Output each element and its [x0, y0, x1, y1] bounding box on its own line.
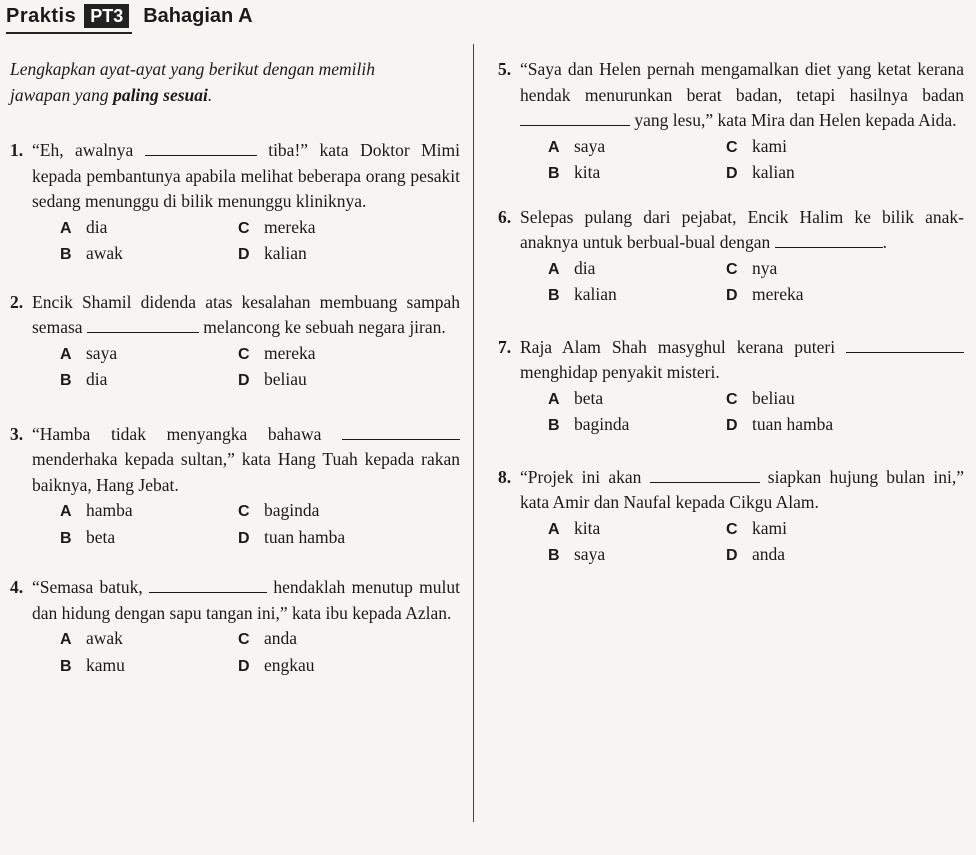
right-column	[498, 57, 964, 569]
option-d[interactable]	[726, 412, 964, 439]
stem-text-after: menderhaka kepada sultan,” kata Hang Tuah kepada rakan baiknya, Hang Jebat.	[32, 449, 460, 495]
instructions-line-2: jawapan yang paling sesuai.	[10, 84, 213, 105]
left-column	[10, 57, 460, 679]
question-number: 1.	[10, 140, 24, 160]
option-b[interactable]	[60, 241, 238, 268]
option-b[interactable]	[548, 160, 726, 187]
option-letter: B	[60, 529, 72, 547]
option-text: beliau	[752, 387, 795, 408]
answer-blank[interactable]	[846, 335, 964, 353]
answer-options	[498, 134, 964, 187]
option-c[interactable]	[238, 341, 460, 368]
option-b[interactable]	[548, 412, 726, 439]
answer-blank[interactable]	[87, 315, 199, 333]
option-text: mereka	[264, 342, 316, 363]
answer-options	[498, 516, 964, 569]
option-c[interactable]	[238, 626, 460, 653]
option-text: anda	[264, 628, 298, 648]
question-stem	[498, 205, 964, 256]
option-letter: C	[726, 138, 738, 156]
option-letter: C	[238, 503, 250, 520]
answer-options	[498, 386, 964, 439]
answer-options	[10, 215, 460, 268]
option-c[interactable]	[238, 215, 460, 242]
option-letter: A	[60, 631, 72, 648]
question-number: 3.	[10, 423, 24, 444]
question-stem	[10, 575, 460, 626]
option-text: kami	[752, 517, 787, 538]
answer-blank[interactable]	[775, 230, 883, 248]
praktis-label: Praktis	[6, 4, 77, 27]
option-text: hamba	[86, 500, 133, 520]
option-letter: D	[238, 246, 250, 263]
option-text: beta	[86, 526, 116, 547]
option-text: kami	[752, 135, 787, 156]
option-a[interactable]	[548, 256, 726, 283]
option-letter: D	[238, 372, 250, 389]
option-c[interactable]	[238, 498, 460, 525]
section-title: Bahagian A	[143, 4, 253, 27]
option-letter: A	[548, 520, 560, 538]
option-text: dia	[574, 257, 596, 278]
option-text: kalian	[752, 162, 795, 182]
stem-text-before: Selepas pulang dari pejabat, Encik Halim ke bilik anak-anaknya untuk berbual-bual dengan	[520, 206, 964, 252]
answer-options	[10, 626, 460, 679]
option-d[interactable]	[726, 160, 964, 187]
option-letter: D	[726, 547, 738, 564]
option-b[interactable]	[548, 282, 726, 309]
option-letter: A	[548, 260, 560, 278]
answer-blank[interactable]	[650, 465, 760, 483]
option-text: kita	[574, 162, 601, 182]
column-divider	[473, 44, 474, 822]
option-letter: D	[238, 529, 250, 547]
option-d[interactable]	[238, 653, 460, 680]
question-number: 6.	[498, 206, 512, 227]
option-c[interactable]	[726, 516, 964, 543]
answer-blank[interactable]	[145, 138, 257, 156]
question-stem	[10, 290, 460, 341]
option-letter: B	[548, 287, 560, 304]
question-3	[10, 422, 460, 552]
option-d[interactable]	[726, 282, 964, 309]
answer-options	[498, 256, 964, 309]
option-letter: C	[238, 219, 250, 237]
option-letter: B	[548, 165, 560, 182]
option-c[interactable]	[726, 256, 964, 283]
option-text: tuan hamba	[264, 526, 346, 547]
question-7	[498, 335, 964, 439]
option-letter: B	[60, 246, 72, 263]
option-text: saya	[574, 135, 606, 156]
option-text: nya	[752, 257, 778, 278]
option-text: kalian	[264, 243, 307, 263]
option-letter: D	[726, 165, 738, 182]
stem-text-after: hendaklah menutup mulut dan hidung dengan sapu tangan ini,” kata ibu kepada Azlan.	[32, 577, 460, 623]
stem-text-before: “Saya dan Helen pernah mengamalkan diet yang ketat kerana hendak menurunkan berat badan, tetapi hasilnya badan	[520, 59, 964, 105]
option-text: dia	[86, 216, 108, 237]
question-2	[10, 290, 460, 394]
answer-options	[10, 341, 460, 394]
stem-text-before: Raja Alam Shah masyghul kerana puteri	[520, 336, 846, 357]
option-a[interactable]	[60, 341, 238, 368]
option-a[interactable]	[548, 386, 726, 413]
option-d[interactable]	[238, 367, 460, 394]
option-text: mereka	[264, 216, 316, 237]
option-d[interactable]	[238, 525, 460, 552]
option-letter: B	[60, 372, 72, 389]
option-text: baginda	[574, 414, 630, 434]
answer-blank[interactable]	[520, 108, 630, 126]
question-stem	[498, 465, 964, 516]
pt3-badge: PT3	[84, 4, 129, 28]
answer-options	[10, 498, 460, 551]
option-letter: B	[548, 547, 560, 564]
option-letter: D	[238, 657, 250, 675]
option-letter: A	[548, 138, 560, 156]
option-b[interactable]	[60, 367, 238, 394]
question-stem	[10, 422, 460, 499]
option-letter: C	[238, 631, 250, 648]
question-number: 2.	[10, 291, 24, 312]
option-text: mereka	[752, 284, 804, 304]
option-letter: B	[60, 657, 72, 675]
option-a[interactable]	[60, 215, 238, 242]
option-text: kalian	[574, 284, 617, 304]
option-a[interactable]	[548, 134, 726, 161]
option-text: awak	[86, 628, 123, 648]
option-text: engkau	[264, 654, 315, 675]
answer-blank[interactable]	[342, 422, 460, 440]
question-number: 7.	[498, 336, 512, 357]
instructions-line-1: Lengkapkan ayat-ayat yang berikut dengan memilih	[10, 59, 375, 79]
option-b[interactable]	[60, 525, 238, 552]
question-8	[498, 465, 964, 569]
option-text: dia	[86, 369, 108, 389]
stem-text-before: “Hamba tidak menyangka bahawa	[32, 423, 342, 444]
stem-text-before: “Eh, awalnya	[32, 140, 145, 160]
option-text: tuan hamba	[752, 414, 834, 434]
option-text: awak	[86, 243, 123, 263]
question-number: 4.	[10, 577, 24, 597]
option-text: saya	[574, 544, 606, 564]
question-stem	[10, 138, 460, 215]
question-number: 5.	[498, 59, 512, 79]
option-text: anda	[752, 544, 786, 564]
page-header	[6, 2, 253, 30]
question-4	[10, 575, 460, 679]
option-text: kita	[574, 517, 601, 538]
option-text: kamu	[86, 654, 125, 675]
option-letter: D	[726, 287, 738, 304]
option-letter: C	[238, 345, 250, 363]
question-6	[498, 205, 964, 309]
option-c[interactable]	[726, 386, 964, 413]
stem-text-before: “Projek ini akan	[520, 466, 650, 487]
question-stem	[498, 57, 964, 134]
option-letter: C	[726, 390, 738, 408]
answer-blank[interactable]	[149, 575, 267, 593]
option-letter: C	[726, 260, 738, 278]
option-b[interactable]	[60, 653, 238, 680]
question-5	[498, 57, 964, 187]
option-a[interactable]	[548, 516, 726, 543]
option-letter: B	[548, 417, 560, 434]
stem-text-before: Encik Shamil didenda atas kesalahan membuang sampah semasa	[32, 291, 460, 337]
option-d[interactable]	[238, 241, 460, 268]
option-text: saya	[86, 342, 118, 363]
instructions	[10, 57, 460, 108]
question-number: 8.	[498, 466, 512, 487]
option-text: beliau	[264, 369, 307, 389]
option-letter: A	[548, 390, 560, 408]
stem-text-after: melancong ke sebuah negara jiran.	[198, 317, 446, 337]
option-b[interactable]	[548, 542, 726, 569]
stem-text-after: siapkan hujung bulan ini,” kata Amir dan Naufal kepada Cikgu Alam.	[520, 466, 964, 512]
option-a[interactable]	[60, 498, 238, 525]
stem-text-after: menghidap penyakit misteri.	[520, 362, 720, 382]
stem-text-after: tiba!” kata Doktor Mimi kepada pembantunya apabila melihat beberapa orang pesakit sedang menunggu di bilik menunggu kliniknya.	[32, 140, 460, 211]
question-stem	[498, 335, 964, 386]
option-c[interactable]	[726, 134, 964, 161]
question-1	[10, 138, 460, 268]
option-text: beta	[574, 387, 604, 408]
option-letter: A	[60, 503, 72, 520]
option-a[interactable]	[60, 626, 238, 653]
option-letter: C	[726, 520, 738, 538]
option-letter: D	[726, 417, 738, 434]
header-underline	[6, 32, 132, 34]
stem-text-after: .	[882, 232, 888, 252]
stem-text-after: yang lesu,” kata Mira dan Helen kepada Aida.	[630, 110, 957, 130]
stem-text-before: “Semasa batuk,	[32, 577, 150, 597]
option-letter: A	[60, 345, 72, 363]
option-text: baginda	[264, 500, 320, 520]
option-letter: A	[60, 219, 72, 237]
option-d[interactable]	[726, 542, 964, 569]
